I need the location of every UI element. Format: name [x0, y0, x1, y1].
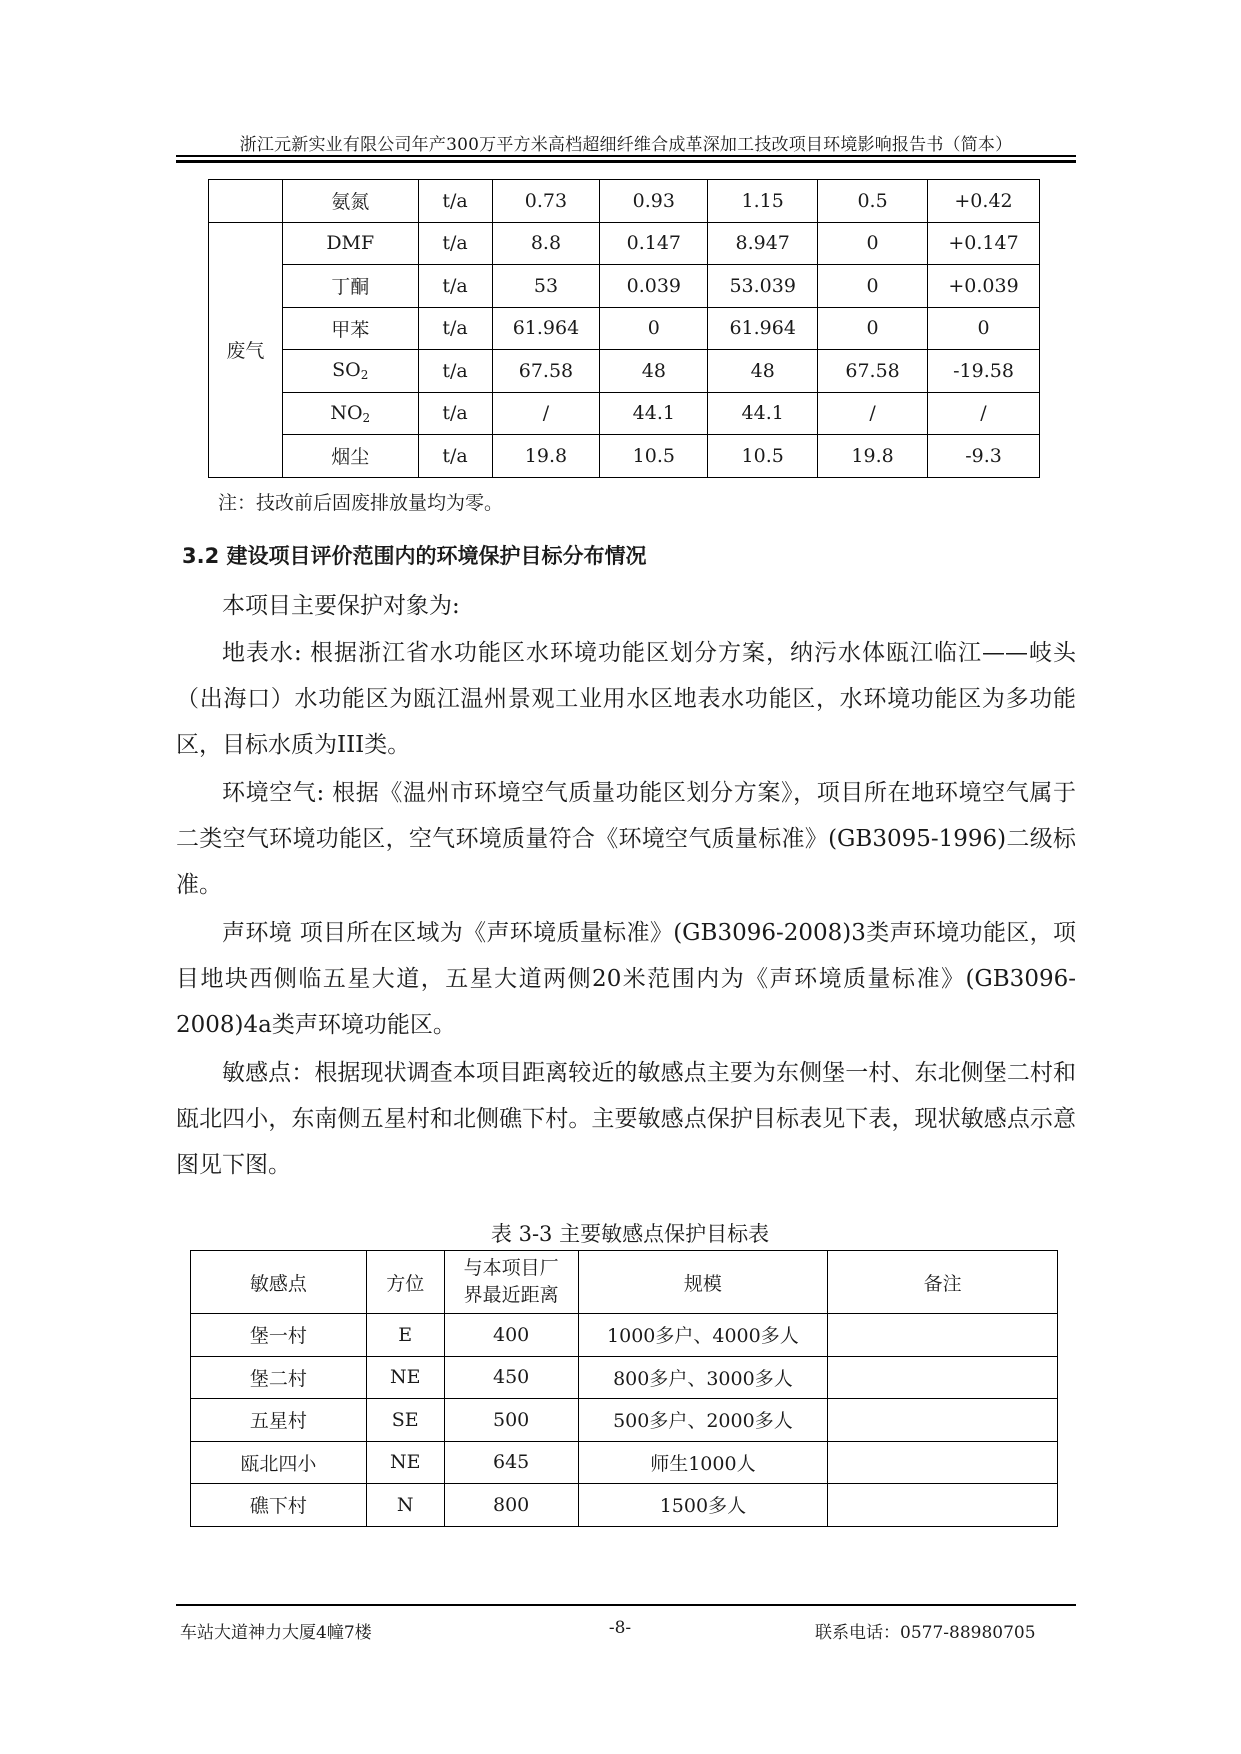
- paragraph-acoustic: 声环境 项目所在区域为《声环境质量标准》(GB3096-2008)3类声环境功能区，项目地块西侧临五星大道，五星大道两侧20米范围内为《声环境质量标准》(GB3096-2008)4a类声环境功能区。: [176, 920, 1076, 1038]
- direction-cell: NE: [366, 1441, 444, 1484]
- table-row: [209, 307, 1040, 350]
- value-cell: 0: [818, 307, 928, 350]
- pollutant-cell: 氨氮: [282, 180, 418, 223]
- footer-phone: 联系电话：0577-88980705: [815, 1623, 1036, 1643]
- header-distance-line2: 界最近距离: [463, 1284, 559, 1306]
- table-note: 注：技改前后固废排放量均为零。: [218, 492, 504, 514]
- unit-cell: t/a: [418, 180, 492, 223]
- table-row: [209, 435, 1040, 478]
- sensitive-points-table: [190, 1250, 1058, 1527]
- paragraph-surface-water: 地表水: 根据浙江省水功能区水环境功能区划分方案，纳污水体瓯江临江——岐头（出海口）水功能区为瓯江温州景观工业用水区地表水功能区，水环境功能区为多功能区，目标水质为III类。: [176, 640, 1076, 758]
- table-row: [191, 1484, 1058, 1527]
- pollutant-cell: 甲苯: [282, 307, 418, 350]
- header-remark: 备注: [828, 1251, 1058, 1314]
- value-cell: 53: [492, 265, 600, 308]
- header-direction: 方位: [366, 1251, 444, 1314]
- remark-cell: [828, 1441, 1058, 1484]
- unit-cell: t/a: [418, 265, 492, 308]
- value-cell: 19.8: [818, 435, 928, 478]
- distance-cell: 500: [444, 1399, 578, 1442]
- value-cell: +0.147: [928, 222, 1040, 265]
- value-cell: 67.58: [818, 350, 928, 393]
- table-row: [209, 180, 1040, 223]
- pollutant-cell: 丁酮: [282, 265, 418, 308]
- category-cell: [209, 180, 283, 223]
- page-header-title: 浙江元新实业有限公司年产300万平方米高档超细纤维合成革深加工技改项目环境影响报告书（简本）: [239, 135, 1013, 155]
- header-rule: [176, 155, 1076, 157]
- category-cell: 废气: [209, 222, 283, 477]
- table-row: [191, 1356, 1058, 1399]
- page-number: -8-: [608, 1618, 632, 1638]
- point-cell: 堡一村: [191, 1314, 367, 1357]
- direction-cell: N: [366, 1484, 444, 1527]
- table-row: [191, 1399, 1058, 1442]
- table-row: [191, 1314, 1058, 1357]
- value-cell: 0.73: [492, 180, 600, 223]
- remark-cell: [828, 1356, 1058, 1399]
- scale-cell: 1000多户、4000多人: [578, 1314, 828, 1357]
- unit-cell: t/a: [418, 350, 492, 393]
- remark-cell: [828, 1314, 1058, 1357]
- footer-address: 车站大道神力大厦4幢7楼: [180, 1623, 372, 1643]
- value-cell: -19.58: [928, 350, 1040, 393]
- section-heading: 3.2 建设项目评价范围内的环境保护目标分布情况: [182, 544, 647, 568]
- scale-cell: 800多户、3000多人: [578, 1356, 828, 1399]
- paragraph-ambient-air: 环境空气: 根据《温州市环境空气质量功能区划分方案》，项目所在地环境空气属于二类空气环境功能区，空气环境质量符合《环境空气质量标准》(GB3095-1996)二级标准。: [176, 780, 1076, 898]
- scale-cell: 1500多人: [578, 1484, 828, 1527]
- header-distance-line1: 与本项目厂: [463, 1257, 559, 1279]
- value-cell: 0: [928, 307, 1040, 350]
- pollutant-subscript: 2: [362, 410, 371, 425]
- table-row: [209, 222, 1040, 265]
- value-cell: 48: [600, 350, 708, 393]
- header-rule-thick: [176, 160, 1076, 163]
- pollutant-subscript: 2: [360, 368, 369, 383]
- pollutant-cell: [282, 392, 418, 435]
- value-cell: /: [818, 392, 928, 435]
- distance-cell: 800: [444, 1484, 578, 1527]
- value-cell: +0.42: [928, 180, 1040, 223]
- value-cell: 44.1: [708, 392, 818, 435]
- value-cell: 0.93: [600, 180, 708, 223]
- value-cell: 0.147: [600, 222, 708, 265]
- value-cell: /: [928, 392, 1040, 435]
- paragraph-intro: 本项目主要保护对象为:: [222, 593, 460, 619]
- paragraph-sensitive-points: 敏感点：根据现状调查本项目距离较近的敏感点主要为东侧堡一村、东北侧堡二村和瓯北四小，东南侧五星村和北侧礁下村。主要敏感点保护目标表见下表，现状敏感点示意图见下图。: [176, 1060, 1076, 1178]
- pollutant-cell: [282, 350, 418, 393]
- value-cell: 48: [708, 350, 818, 393]
- direction-cell: SE: [366, 1399, 444, 1442]
- value-cell: 0: [600, 307, 708, 350]
- pollutant-cell: DMF: [282, 222, 418, 265]
- scale-cell: 师生1000人: [578, 1441, 828, 1484]
- unit-cell: t/a: [418, 307, 492, 350]
- value-cell: 1.15: [708, 180, 818, 223]
- value-cell: 10.5: [600, 435, 708, 478]
- distance-cell: 645: [444, 1441, 578, 1484]
- table-header-row: [191, 1251, 1058, 1314]
- value-cell: 0: [818, 265, 928, 308]
- point-cell: 礁下村: [191, 1484, 367, 1527]
- value-cell: 0: [818, 222, 928, 265]
- table-row: [209, 350, 1040, 393]
- footer-rule: [176, 1604, 1076, 1606]
- header-distance: [444, 1251, 578, 1314]
- point-cell: 瓯北四小: [191, 1441, 367, 1484]
- value-cell: 0.039: [600, 265, 708, 308]
- value-cell: 67.58: [492, 350, 600, 393]
- value-cell: +0.039: [928, 265, 1040, 308]
- pollutant-formula: NO: [330, 401, 363, 424]
- header-scale: 规模: [578, 1251, 828, 1314]
- pollutant-cell: 烟尘: [282, 435, 418, 478]
- pollutant-formula: SO: [332, 359, 361, 382]
- table-row: [209, 392, 1040, 435]
- direction-cell: E: [366, 1314, 444, 1357]
- table-row: [209, 265, 1040, 308]
- remark-cell: [828, 1399, 1058, 1442]
- unit-cell: t/a: [418, 222, 492, 265]
- value-cell: 53.039: [708, 265, 818, 308]
- value-cell: 61.964: [708, 307, 818, 350]
- value-cell: 61.964: [492, 307, 600, 350]
- direction-cell: NE: [366, 1356, 444, 1399]
- value-cell: 10.5: [708, 435, 818, 478]
- scale-cell: 500多户、2000多人: [578, 1399, 828, 1442]
- distance-cell: 450: [444, 1356, 578, 1399]
- value-cell: 8.947: [708, 222, 818, 265]
- table-row: [191, 1441, 1058, 1484]
- unit-cell: t/a: [418, 392, 492, 435]
- emission-table: [208, 179, 1040, 478]
- table-caption: 表 3-3 主要敏感点保护目标表: [490, 1222, 770, 1246]
- header-point: 敏感点: [191, 1251, 367, 1314]
- value-cell: -9.3: [928, 435, 1040, 478]
- point-cell: 堡二村: [191, 1356, 367, 1399]
- distance-cell: 400: [444, 1314, 578, 1357]
- value-cell: 44.1: [600, 392, 708, 435]
- value-cell: /: [492, 392, 600, 435]
- point-cell: 五星村: [191, 1399, 367, 1442]
- value-cell: 0.5: [818, 180, 928, 223]
- unit-cell: t/a: [418, 435, 492, 478]
- remark-cell: [828, 1484, 1058, 1527]
- value-cell: 8.8: [492, 222, 600, 265]
- value-cell: 19.8: [492, 435, 600, 478]
